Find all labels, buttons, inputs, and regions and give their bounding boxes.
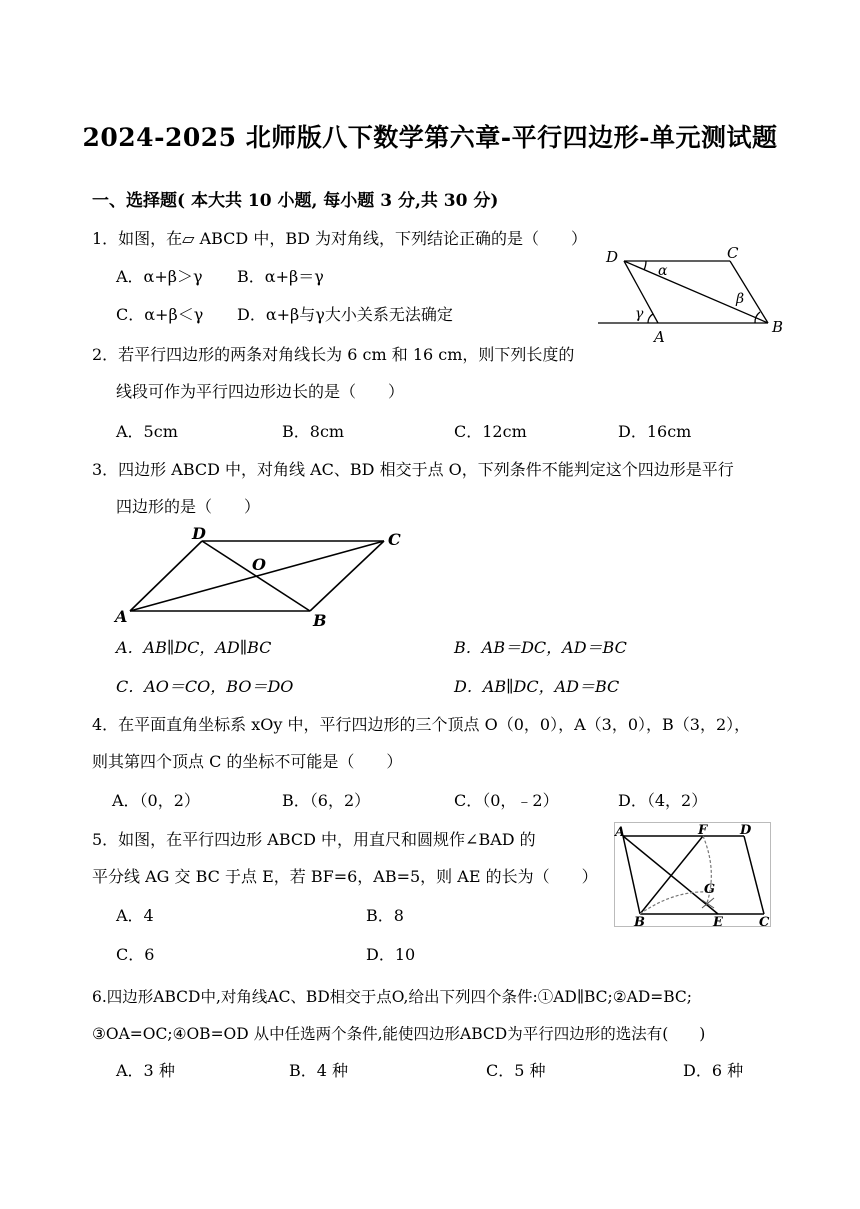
q5-option-c[interactable]: C．6 <box>116 945 155 964</box>
q1-stem-line-1: 1．如图，在▱ ABCD 中，BD 为对角线，下列结论正确的是（ ） <box>92 229 588 248</box>
q1-option-b[interactable]: B．α+β＝γ <box>237 267 324 286</box>
q5-option-a[interactable]: A．4 <box>116 906 154 925</box>
q3-stem-line-2: 四边形的是（ ） <box>116 497 261 516</box>
q6-option-a[interactable]: A．3 种 <box>116 1061 175 1080</box>
q2-option-b[interactable]: B．8cm <box>282 422 345 441</box>
page-title: 2024-2025 北师版八下数学第六章-平行四边形-单元测试题 <box>82 123 778 152</box>
q4-stem-line-1: 4．在平面直角坐标系 xOy 中，平行四边形的三个顶点 O（0，0），A（3，0），B（3，2）， <box>92 715 751 734</box>
q5-option-d[interactable]: D．10 <box>366 945 416 964</box>
q3-parallelogram-figure <box>110 522 420 634</box>
q5-label-f: F <box>698 823 708 838</box>
q3-label-a: A <box>115 607 128 626</box>
q3-option-d[interactable]: D．AB∥DC，AD＝BC <box>454 677 620 696</box>
q2-stem-line-1: 2．若平行四边形的两条对角线长为 6 cm 和 16 cm，则下列长度的 <box>92 345 575 364</box>
q1-label-c: C <box>727 244 739 262</box>
q5-label-a: A <box>615 825 626 840</box>
q5-label-d: D <box>740 823 752 838</box>
q2-option-d[interactable]: D．16cm <box>618 422 692 441</box>
q4-option-d[interactable]: D．（4，2） <box>618 791 708 810</box>
q1-option-a[interactable]: A．α+β＞γ <box>116 267 203 286</box>
q4-option-b[interactable]: B．（6，2） <box>282 791 371 810</box>
q1-label-beta: β <box>736 291 745 307</box>
q3-option-a[interactable]: A．AB∥DC，AD∥BC <box>116 638 272 657</box>
q2-option-c[interactable]: C．12cm <box>454 422 527 441</box>
q3-label-b: B <box>313 611 327 630</box>
q6-option-b[interactable]: B．4 种 <box>289 1061 349 1080</box>
q3-option-b[interactable]: B．AB＝DC，AD＝BC <box>454 638 627 657</box>
q6-stem-line-2: ③OA=OC;④OB=OD 从中任选两个条件,能使四边形ABCD为平行四边形的选法有( ) <box>92 1025 706 1043</box>
q3-stem-line-1: 3．四边形 ABCD 中，对角线 AC、BD 相交于点 O，下列条件不能判定这个四边形是平行 <box>92 460 734 479</box>
q4-option-a[interactable]: A．（0，2） <box>112 791 200 810</box>
q1-parallelogram-figure <box>590 240 800 350</box>
q1-label-b: B <box>772 318 784 336</box>
q5-stem-line-1: 5．如图，在平行四边形 ABCD 中，用直尺和圆规作∠BAD 的 <box>92 830 536 849</box>
q3-option-c[interactable]: C．AO＝CO，BO＝DO <box>116 677 294 696</box>
q3-label-o: O <box>252 555 266 574</box>
q3-label-d: D <box>192 524 206 543</box>
q5-option-b[interactable]: B．8 <box>366 906 404 925</box>
q1-label-alpha: α <box>658 263 668 279</box>
q5-construction-figure <box>614 822 772 928</box>
section-heading: 一、选择题( 本大共 10 小题, 每小题 3 分,共 30 分) <box>92 191 499 211</box>
q6-option-c[interactable]: C．5 种 <box>486 1061 546 1080</box>
q6-stem-line-1: 6.四边形ABCD中,对角线AC、BD相交于点O,给出下列四个条件:①AD∥BC;②AD=BC; <box>92 988 692 1006</box>
q1-option-d[interactable]: D．α+β与γ大小关系无法确定 <box>237 305 453 324</box>
q4-stem-line-2: 则其第四个顶点 C 的坐标不可能是（ ） <box>92 752 403 771</box>
q1-option-c[interactable]: C．α+β＜γ <box>116 305 204 324</box>
q2-option-a[interactable]: A．5cm <box>116 422 178 441</box>
q5-stem-line-2: 平分线 AG 交 BC 于点 E，若 BF=6，AB=5，则 AE 的长为（ ） <box>92 867 598 886</box>
q1-label-d: D <box>606 248 619 266</box>
q4-option-c[interactable]: C．（0，﹣2） <box>454 791 559 810</box>
q6-option-d[interactable]: D．6 种 <box>683 1061 744 1080</box>
q5-label-c: C <box>759 915 770 928</box>
q3-label-c: C <box>388 530 401 549</box>
q5-label-b: B <box>634 915 645 928</box>
q2-stem-line-2: 线段可作为平行四边形边长的是（ ） <box>116 382 405 401</box>
q1-label-a: A <box>654 328 665 346</box>
q1-label-gamma: γ <box>635 306 644 322</box>
q5-label-g: G <box>704 882 716 897</box>
q5-label-e: E <box>713 915 723 928</box>
